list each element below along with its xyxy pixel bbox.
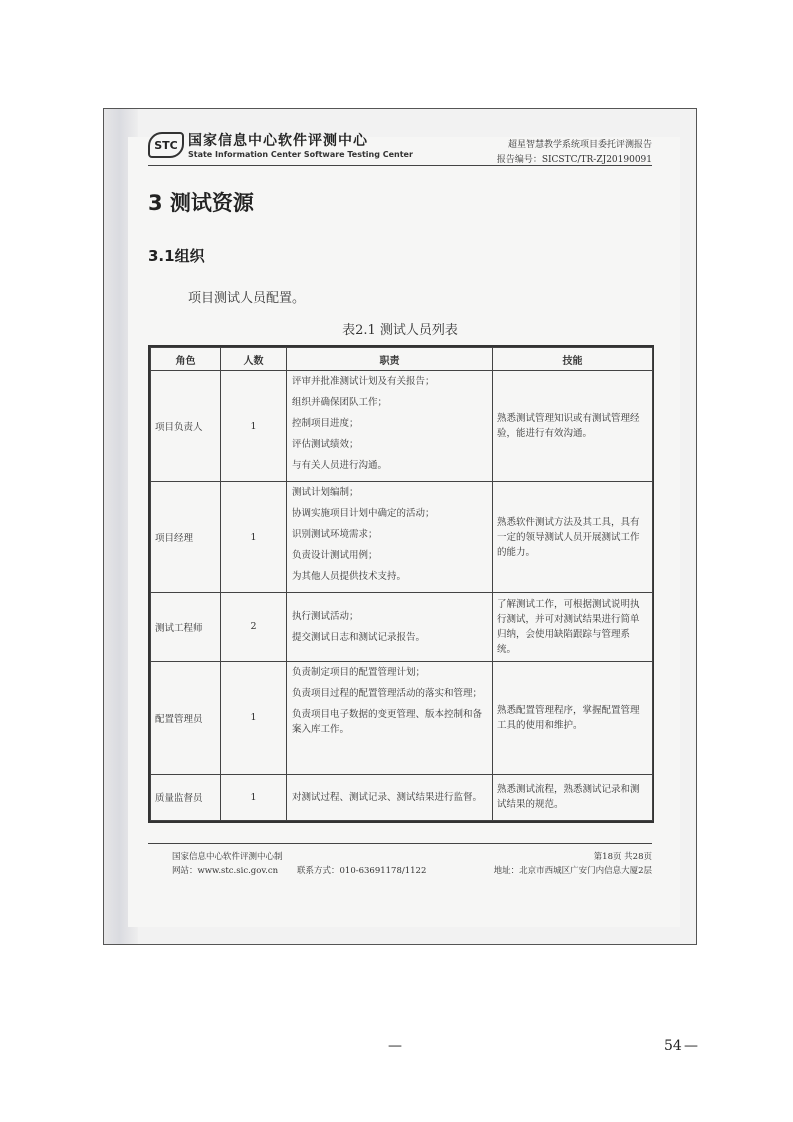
table-row: [151, 774, 653, 820]
duty-line: 评审并批准测试计划及有关报告；: [292, 376, 435, 387]
footer-contact: 联系方式：010-63691178/1122: [297, 866, 427, 876]
duty-line: 提交测试日志和测试记录报告。: [292, 631, 426, 643]
table-row: [151, 593, 653, 661]
duty-line: 对测试过程、测试记录、测试结果进行监督。: [292, 791, 483, 803]
col-header-count: 人数: [221, 348, 287, 371]
report-title: 超星智慧教学系统项目委托评测报告: [507, 140, 652, 150]
col-header-duties: 职责: [287, 348, 493, 371]
header-rule: [148, 165, 652, 166]
duties-cell: [287, 371, 493, 482]
subsection-title: 3.1组织: [148, 247, 205, 265]
duty-line: 协调实施项目计划中确定的活动；: [292, 508, 435, 520]
duty-line: 负责项目电子数据的变更管理、版本控制和备案入库工作。: [292, 708, 483, 735]
section-title: 3 测试资源: [148, 191, 254, 215]
page-number: 54: [664, 1038, 682, 1054]
duty-line: 负责设计测试用例；: [292, 550, 378, 562]
duty-line: 负责制定项目的配置管理计划；: [292, 666, 426, 678]
org-name-en: State Information Center Software Testing Center: [188, 150, 413, 159]
role-cell: 项目经理: [151, 482, 221, 593]
count-cell: 1: [221, 482, 287, 593]
role-cell: 项目负责人: [151, 371, 221, 482]
stc-logo-icon: STC: [148, 132, 184, 158]
table-row: [151, 371, 653, 482]
skills-cell: 熟悉测试流程，熟悉测试记录和测试结果的规范。: [493, 774, 653, 820]
role-cell: 测试工程师: [151, 593, 221, 661]
duty-line: 为其他人员提供技术支持。: [292, 571, 407, 583]
duty-line: 执行测试活动；: [292, 610, 359, 622]
duties-cell: [287, 593, 493, 661]
count-cell: 1: [221, 661, 287, 774]
duties-cell: [287, 774, 493, 820]
duties-cell: [287, 661, 493, 774]
count-cell: 1: [221, 371, 287, 482]
table-header-row: [151, 348, 653, 371]
footer-page-info: 第18页 共28页: [593, 852, 652, 862]
duty-line: 测试计划编制；: [292, 487, 359, 499]
skills-cell: 了解测试工作，可根据测试说明执行测试，并可对测试结果进行简单归纳，会使用缺陷跟踪与管理系统。: [493, 593, 653, 661]
footer-org: 国家信息中心软件评测中心制: [172, 852, 283, 862]
duty-line: 评估测试绩效；: [292, 439, 359, 450]
duty-line: 组织并确保团队工作；: [292, 397, 388, 408]
duty-line: 控制项目进度；: [292, 418, 359, 429]
table-caption: 表2.1 测试人员列表: [342, 323, 458, 338]
staff-table-frame: [148, 345, 654, 823]
table-row: [151, 661, 653, 774]
count-cell: 2: [221, 593, 287, 661]
page-number-dash-right: —: [684, 1038, 698, 1054]
skills-cell: 熟悉配置管理程序，掌握配置管理工具的使用和维护。: [493, 661, 653, 774]
duty-line: 识别测试环境需求；: [292, 529, 378, 541]
footer-website: 网站：www.stc.sic.gov.cn: [172, 866, 279, 876]
report-number: 报告编号：SICSTC/TR-ZJ20190091: [496, 155, 652, 165]
footer-address: 地址：北京市西城区广安门内信息大厦2层: [493, 866, 652, 876]
skills-cell: 熟悉测试管理知识或有测试管理经验，能进行有效沟通。: [493, 371, 653, 482]
duties-cell: [287, 482, 493, 593]
col-header-role: 角色: [151, 348, 221, 371]
org-name-cn: 国家信息中心软件评测中心: [188, 133, 368, 149]
intro-text: 项目测试人员配置。: [188, 291, 306, 306]
count-cell: 1: [221, 774, 287, 820]
footer-rule: [148, 843, 652, 844]
staff-table: [150, 347, 653, 821]
role-cell: 质量监督员: [151, 774, 221, 820]
col-header-skills: 技能: [493, 348, 653, 371]
scanned-page: [103, 108, 697, 945]
duty-line: 与有关人员进行沟通。: [292, 460, 388, 471]
duty-line: 负责项目过程的配置管理活动的落实和管理；: [292, 687, 483, 699]
table-row: [151, 482, 653, 593]
role-cell: 配置管理员: [151, 661, 221, 774]
skills-cell: 熟悉软件测试方法及其工具，具有一定的领导测试人员开展测试工作的能力。: [493, 482, 653, 593]
page-number-dash-left: —: [388, 1038, 402, 1054]
